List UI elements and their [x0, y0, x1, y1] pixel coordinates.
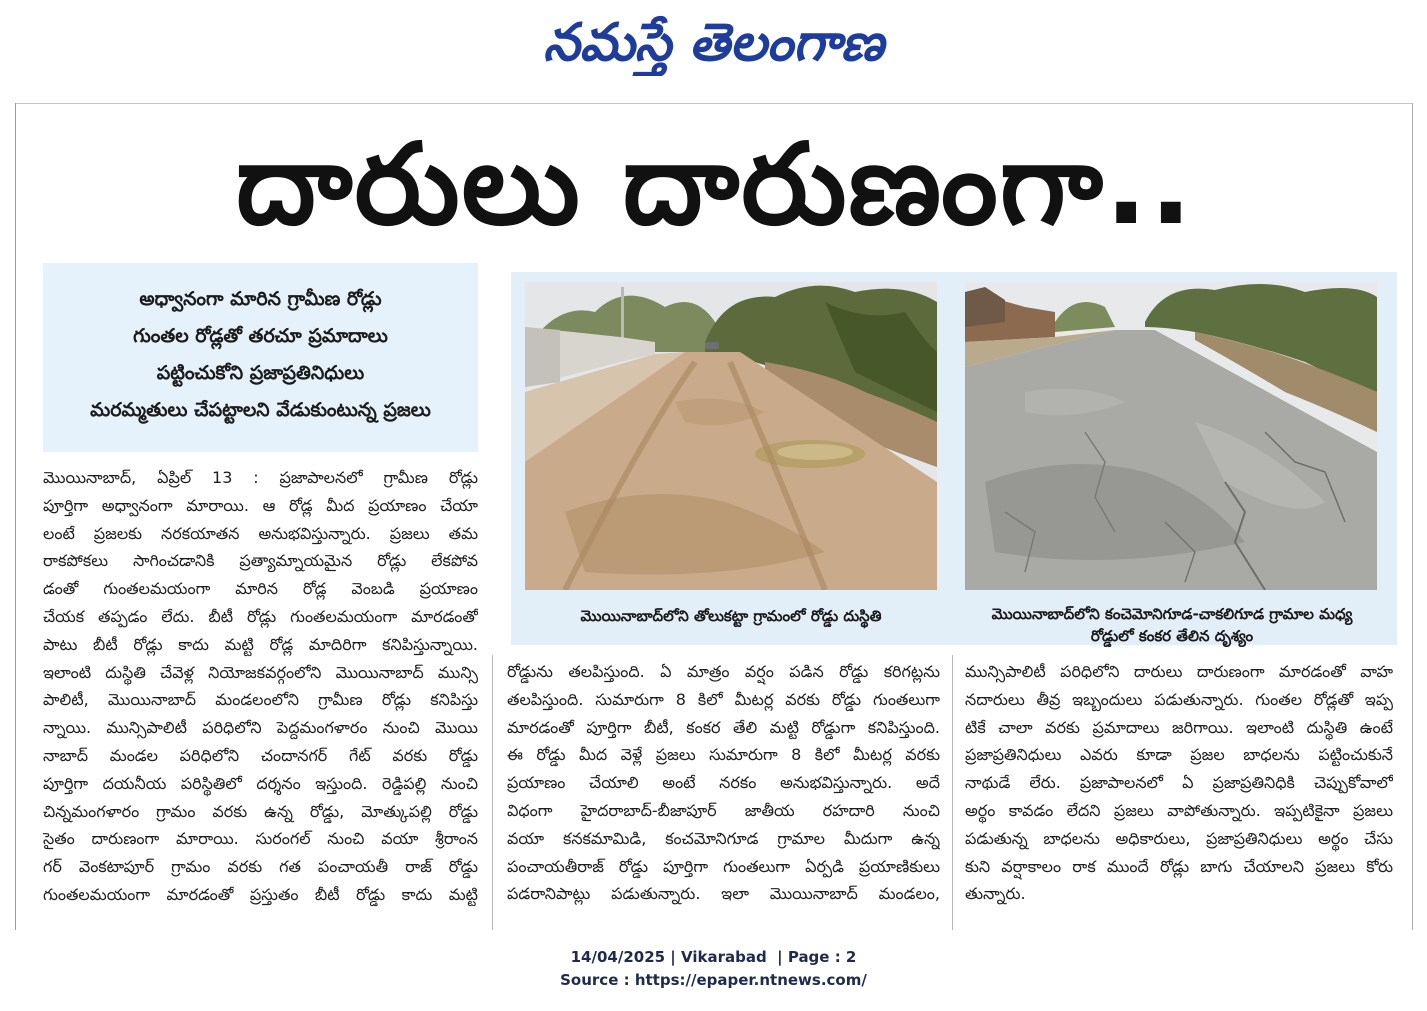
gravel-road-image — [965, 282, 1377, 590]
article-line: పాలిటీ, మొయినాబాద్ మండలంలోని గ్రామీణ రోడ్లు కనిపిస్తు — [43, 690, 478, 710]
article-line: కుని వర్షాకాలం రాక ముందే రోడ్లు బాగు చేయాలని ప్రజలు కోరు — [965, 856, 1393, 876]
article-line: లంటే ప్రజలకు నరకయాతన అనుభవిస్తున్నారు. ప్రజలు తమ — [43, 523, 478, 543]
subheadline: అధ్వానంగా మారిన గ్రామీణ రోడ్లు — [139, 288, 382, 310]
article-line: గర్ వెంకటాపూర్ గ్రామం వరకు గత పంచాయతీ రాజ్ రోడ్డు — [43, 857, 478, 877]
epaper-footer — [0, 946, 1427, 992]
article-line: నదారులు తీవ్ర ఇబ్బందులు పడుతున్నారు. గుంతల రోడ్లతో ఇప్ప — [965, 689, 1393, 709]
subheadline: మరమ్మతులు చేపట్టాలని వేడుకుంటున్న ప్రజలు — [90, 399, 431, 421]
article-line: అర్థం కావడం లేదని ప్రజలు వాపోతున్నారు. ఇప్పటికైనా ప్రజలు — [965, 800, 1393, 820]
caption-line: మొయినాబాద్‌లోని తోలుకట్టా గ్రామంలో రోడ్డు దుస్థితి — [580, 607, 882, 625]
article-line: ఈ రోడ్డు మీద వెళ్లే ప్రజలు సుమారుగా 8 కిలో మీటర్ల వరకు — [507, 745, 940, 765]
article-line: తలపిస్తుంది. సుమారుగా 8 కిలో మీటర్ల వరకు రోడ్డు గుంతలుగా — [507, 689, 940, 709]
article-line: ప్రజాప్రతినిధులు ఎవరు కూడా ప్రజల బాధలను పట్టించుకునే — [965, 745, 1393, 765]
article-line: పడుతున్న బాధలను అధికారులు, ప్రజాప్రతినిధులు అర్థం చేసు — [965, 828, 1393, 848]
article-line: రాకపోకలు సాగించడానికి ప్రత్యామ్నాయమైన రోడ్లు లేకపోవ — [43, 551, 478, 571]
article-line: పడరానిపాట్లు పడుతున్నారు. ఇలా మొయినాబాద్ మండలం, — [507, 884, 940, 904]
article-headline: దారులు దారుణంగా.. — [236, 120, 1194, 250]
article-line: టికే చాలా వరకు ప్రమాదాలు జరిగాయి. ఇలాంటి దుస్థితి ఉంటే — [965, 717, 1393, 737]
article-line: తున్నారు. — [965, 884, 1026, 904]
article-line: పాటు బీటీ రోడ్లు కాదు మట్టి రోడ్ల మాదిరిగా కనిపిస్తున్నాయి. — [43, 634, 478, 654]
article-line: పూర్తిగా అధ్వానంగా మారాయి. ఆ రోడ్ల మీద ప్రయాణం చేయా — [43, 495, 478, 515]
right-border-rule — [1412, 103, 1413, 930]
subheadline: పట్టించుకోని ప్రజాప్రతినిధులు — [156, 362, 365, 384]
article-line: ఇలాంటి దుస్థితి చేవెళ్ల నియోజకవర్గంలోని మొయినాబాద్ మున్సి — [43, 662, 478, 682]
subheadline-box — [43, 263, 478, 452]
article-line: ప్రయాణం చేయాలి అంటే నరకం అనుభవిస్తున్నారు. అదే — [507, 773, 940, 793]
article-line: చిన్నమంగళారం గ్రామం వరకు ఉన్న రోడ్డు, మోత్కుపల్లి రోడ్డు — [43, 801, 478, 821]
newspaper-masthead: నమస్తే తెలంగాణ — [543, 13, 884, 73]
subheadline: గుంతల రోడ్లతో తరచూ ప్రమాదాలు — [133, 325, 388, 347]
source-link-text: Source : https://epaper.ntnews.com/ — [560, 971, 867, 989]
article-line: మున్సిపాలిటీ పరిధిలోని దారులు దారుణంగా మారడంతో వాహ — [965, 662, 1393, 681]
column-divider — [492, 655, 493, 930]
article-line: పూర్తిగా దయనీయ పరిస్థితిలో దర్శనం ఇస్తుంది. రెడ్డిపల్లి నుంచి — [43, 773, 478, 793]
article-column-2 — [507, 658, 940, 912]
article-line: పంచాయతీరాజ్ రోడ్డు పూర్తిగా గుంతలుగా ఏర్పడి ప్రయాణికులు — [507, 856, 940, 876]
gravel-road-photo — [965, 282, 1377, 590]
article-line: వయా కనకమామిడి, కంచమోనిగూడ గ్రామాల మీదుగా ఉన్న — [507, 828, 940, 848]
article-column-1 — [43, 464, 478, 912]
article-line: సైతం దారుణంగా మారాయి. సురంగల్ నుంచి వయా శ్రీరాంన — [43, 829, 478, 849]
article-line: మొయినాబాద్, ఏప్రిల్ 13 : ప్రజాపాలనలో గ్రామీణ రోడ్లు — [43, 468, 478, 487]
article-line: నాబాద్ మండల పరిధిలోని చందానగర్ గేట్ వరకు రోడ్డు — [43, 745, 478, 765]
dirt-road-image — [525, 282, 937, 590]
dirt-road-photo — [525, 282, 937, 590]
article-line: విధంగా హైదరాబాద్-బీజాపూర్ జాతీయ రహదారి నుంచి — [507, 800, 940, 820]
caption-line: మొయినాబాద్‌లోని కంచెమోనిగూడ-చాకలిగూడ గ్రామాల మధ్య — [991, 605, 1353, 623]
top-rule — [15, 103, 1413, 104]
article-column-3 — [965, 658, 1393, 912]
article-line: డంతో గుంతలమయంగా మారిన రోడ్ల వెంబడి ప్రయాణం — [43, 579, 478, 599]
photo-caption — [957, 603, 1387, 647]
article-line: నాథుడే లేరు. ప్రజాపాలనలో ఏ ప్రజాప్రతినిధికి చెప్పుకోవాలో — [965, 773, 1393, 793]
article-line: చేయక తప్పడం లేదు. బీటీ రోడ్లు గుంతలమయంగా మారడంతో — [43, 606, 478, 626]
article-line: మారడంతో పూర్తిగా బీటీ, కంకర తేలి మట్టి రోడ్డుగా కనిపిస్తుంది. — [507, 717, 940, 737]
left-border-rule — [15, 103, 16, 930]
column-divider — [952, 655, 953, 930]
article-line: గుంతలమయంగా మారడంతో ప్రస్తుతం బీటీ రోడ్డు కాదు మట్టి — [43, 884, 478, 904]
photo-caption — [516, 603, 946, 629]
caption-line: రోడ్డులో కంకర తేలిన దృశ్యం — [1090, 627, 1254, 645]
article-line: రోడ్డును తలపిస్తుంది. ఏ మాత్రం వర్షం పడిన రోడ్డు కరిగట్లను — [507, 662, 940, 681]
article-line: న్నాయి. మున్సిపాలిటీ పరిధిలోని పెద్దమంగళారం నుంచి మొయి — [43, 718, 478, 738]
edition-info: 14/04/2025 | Vikarabad | Page : 2 — [570, 948, 857, 966]
